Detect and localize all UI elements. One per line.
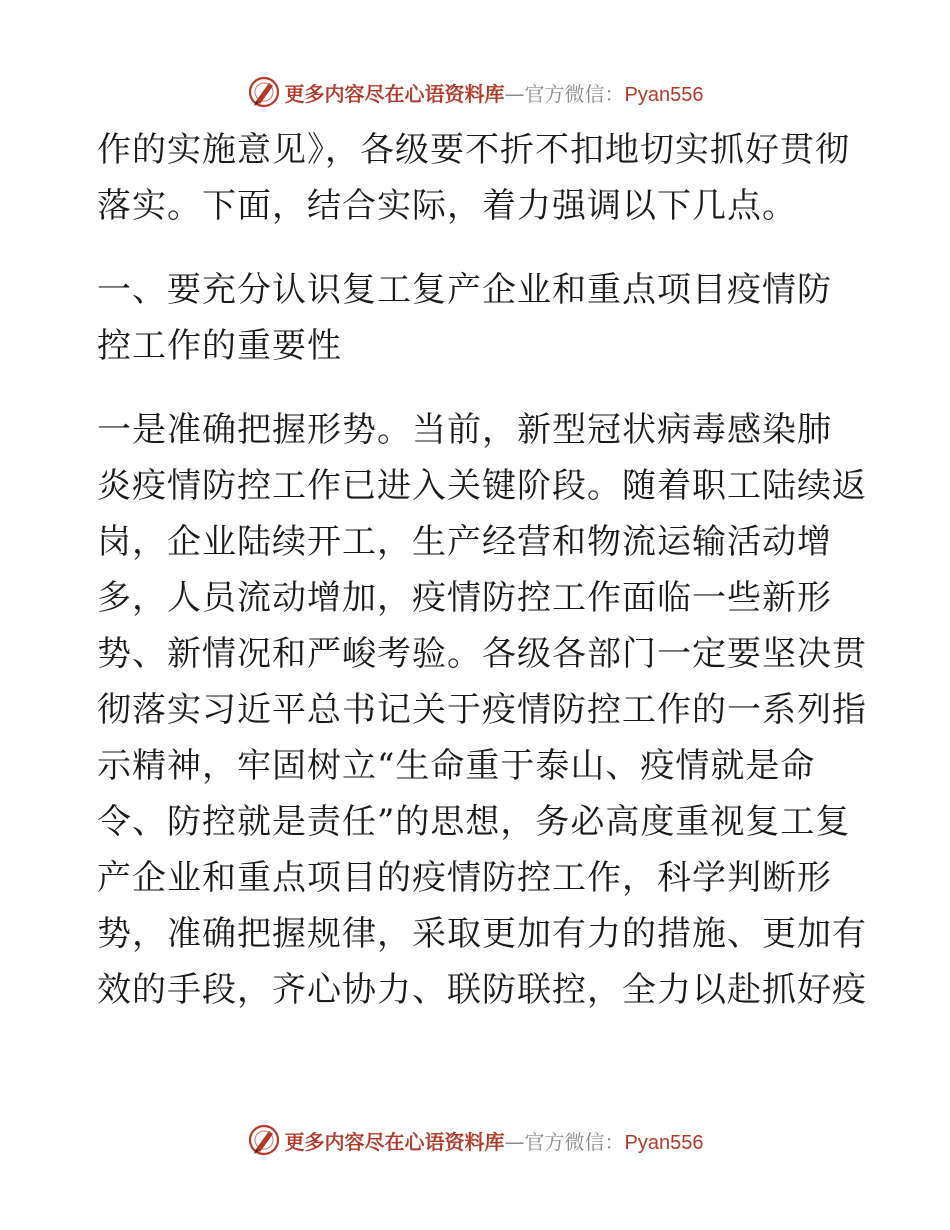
footer-text — [285, 1126, 704, 1155]
footer-brand: 更多内容尽在心语资料库 — [284, 1129, 505, 1154]
header-dash: — — [504, 81, 525, 106]
header-banner — [0, 72, 950, 112]
text-line: 岗，企业陆续开工，生产经营和物流运输活动增 — [97, 522, 832, 562]
text-line: 多，人员流动增加，疫情防控工作面临一些新形 — [97, 578, 832, 618]
heading-line: 控工作的重要性 — [97, 326, 342, 366]
text-line: 落实。下面，结合实际，着力强调以下几点。 — [97, 186, 797, 226]
document-body — [97, 122, 867, 1018]
footer-wechat-id: Pyan556 — [624, 1131, 704, 1154]
text-line: 炎疫情防控工作已进入关键阶段。随着职工陆续返 — [97, 466, 867, 506]
text-line: 势，准确把握规律，采取更加有力的措施、更加有 — [97, 914, 867, 954]
text-line: 令、防控就是责任”的思想，务必高度重视复工复 — [97, 802, 851, 842]
text-line: 势、新情况和严峻考验。各级各部门一定要坚决贯 — [97, 634, 867, 674]
header-wechat-label: 官方微信： — [524, 81, 625, 106]
pen-logo-icon — [247, 75, 281, 109]
text-line: 作的实施意见》，各级要不折不扣地切实抓好贯彻 — [97, 130, 850, 170]
header-wechat-id: Pyan556 — [624, 83, 704, 106]
footer-banner — [0, 1120, 950, 1160]
pen-logo-icon — [247, 1123, 281, 1157]
paragraph — [97, 402, 867, 1018]
header-brand: 更多内容尽在心语资料库 — [284, 81, 505, 106]
text-line: 一是准确把握形势。当前，新型冠状病毒感染肺 — [97, 410, 832, 450]
text-line: 产企业和重点项目的疫情防控工作，科学判断形 — [97, 858, 832, 898]
section-heading — [97, 262, 857, 374]
paragraph-gap — [97, 374, 857, 402]
text-line: 示精神，牢固树立“生命重于泰山、疫情就是命 — [97, 746, 816, 786]
footer-dash: — — [504, 1129, 525, 1154]
paragraph — [97, 122, 857, 234]
heading-line: 一、要充分认识复工复产企业和重点项目疫情防 — [97, 270, 832, 310]
text-line: 效的手段，齐心协力、联防联控，全力以赴抓好疫 — [97, 970, 867, 1010]
header-text — [285, 78, 704, 107]
text-line: 彻落实习近平总书记关于疫情防控工作的一系列指 — [97, 690, 867, 730]
paragraph-gap — [97, 234, 857, 262]
footer-wechat-label: 官方微信： — [524, 1129, 625, 1154]
